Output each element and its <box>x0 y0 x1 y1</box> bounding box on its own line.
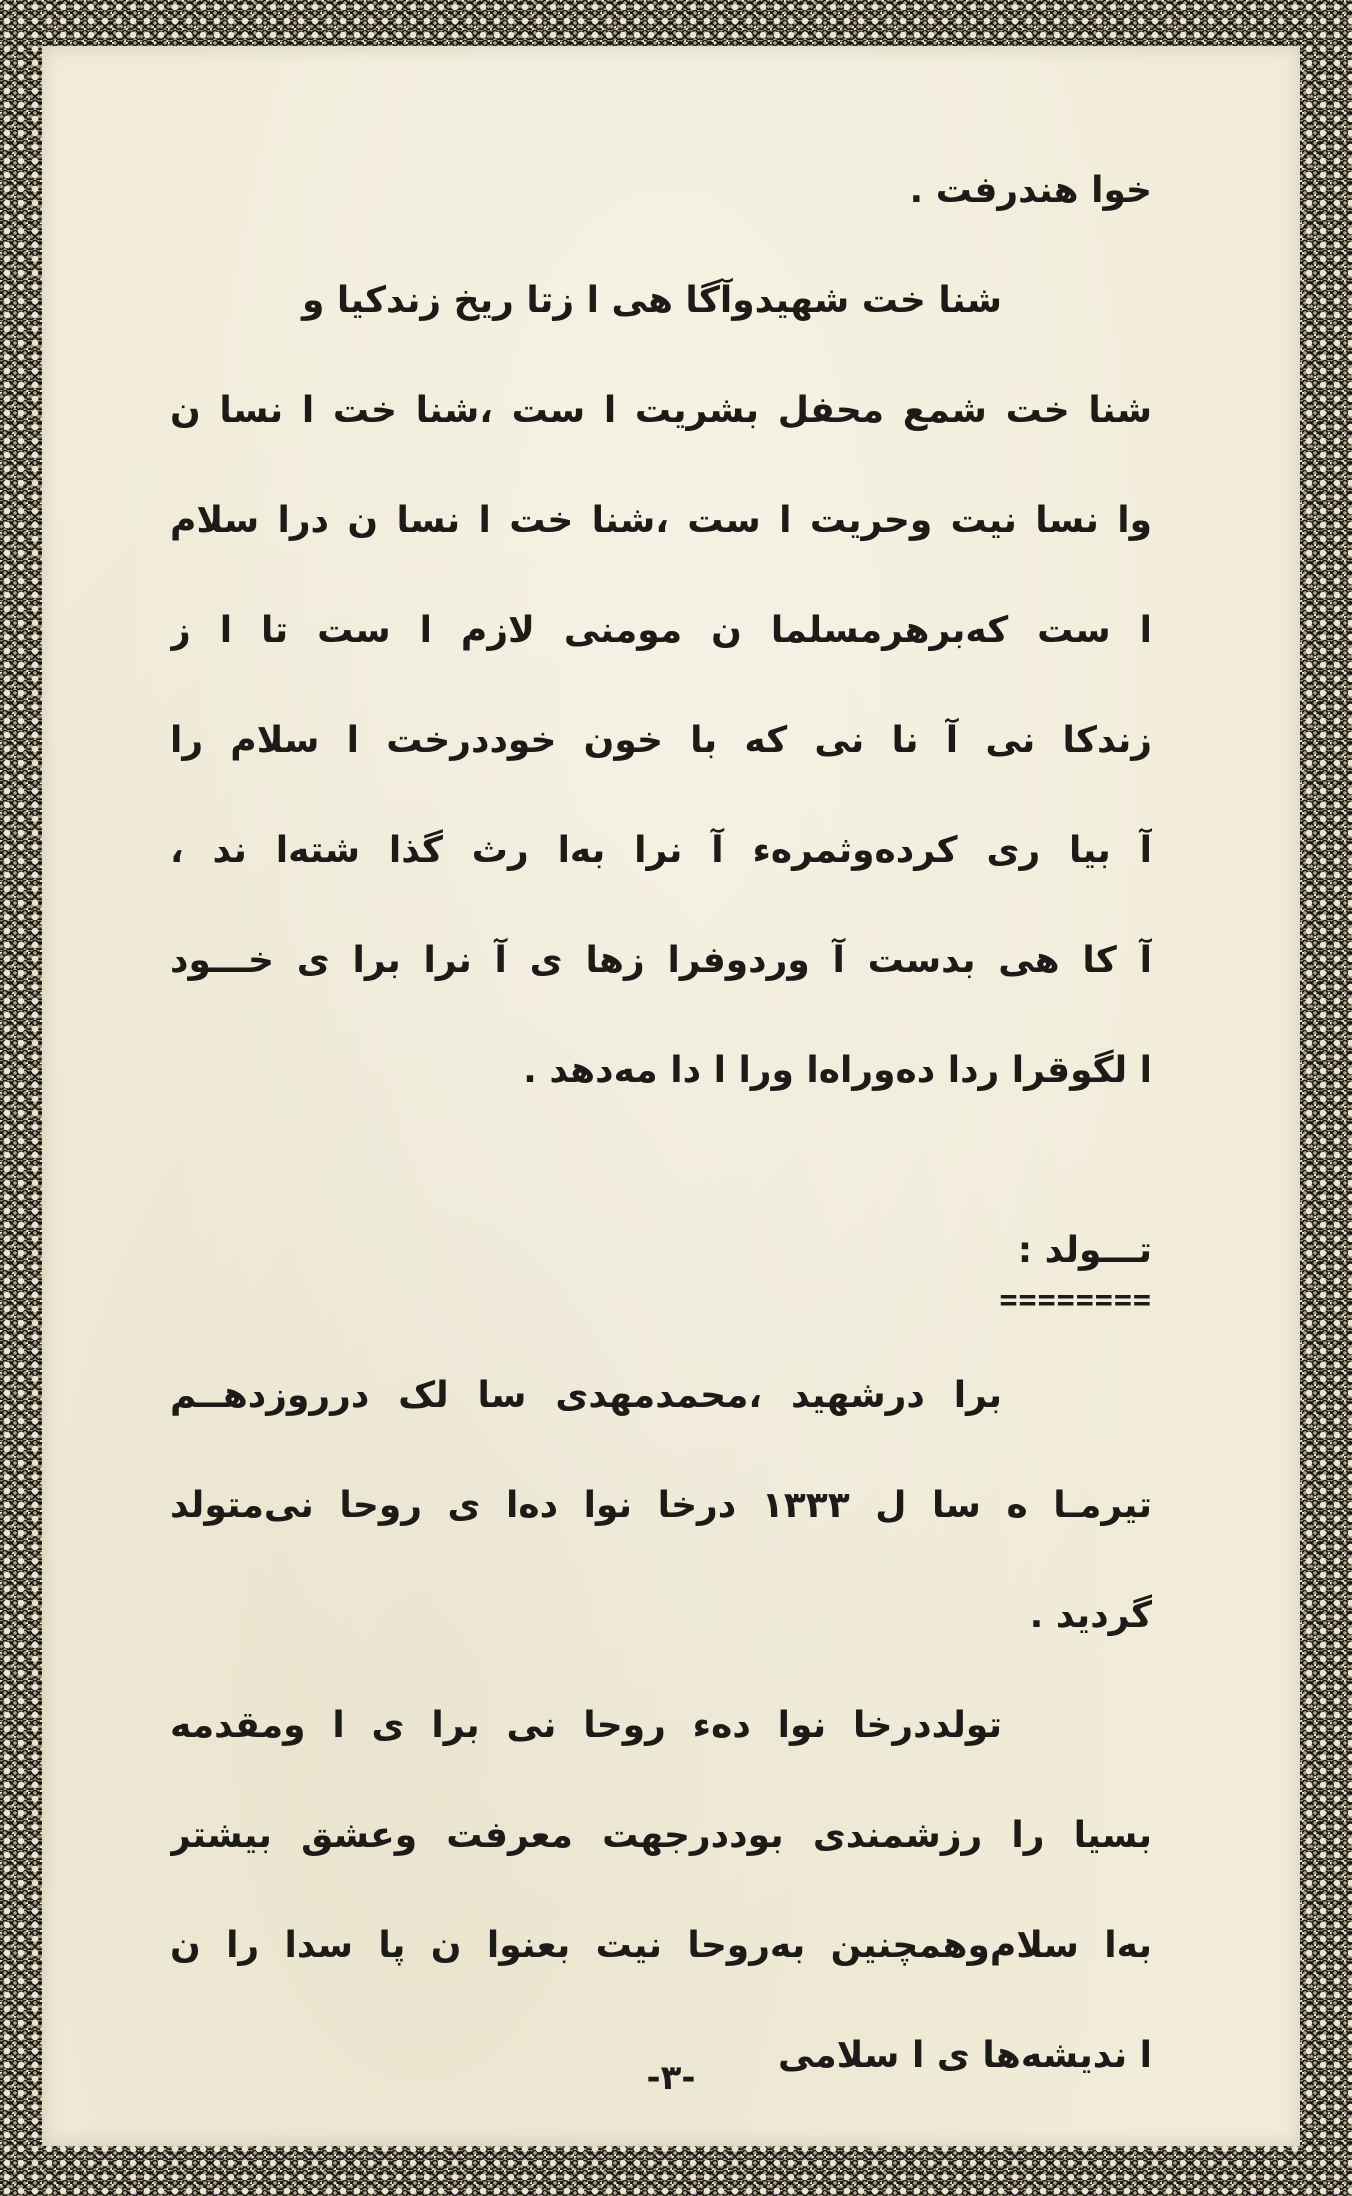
text-line: آ بیا ری کرده‌وثمره‌ء آ نرا به‌ا رث گذا شته‌ا ند ، <box>170 830 1152 871</box>
text-line: آ کا هی بدست آ وردوفرا زها ی آ نرا برا ی خـــود <box>170 940 1152 981</box>
text-line: خوا هندرفت . <box>909 170 1152 211</box>
section-underline: ======== <box>999 1283 1152 1318</box>
section-heading: تـــولد : <box>1017 1230 1152 1271</box>
page-number: -٣- <box>646 2058 696 2098</box>
text-line: تولددرخا نوا ده‌ء روحا نی برا ی ا ومقدمه <box>170 1705 1002 1746</box>
text-line: بسیا را رزشمندی بوددرجهت معرفت وعشق بیشتر <box>170 1815 1152 1856</box>
text-line: تیرمـا ه سا ل ۱۳۳۳ درخا نوا ده‌ا ی روحا نی‌متولد <box>170 1485 1152 1526</box>
text-line: زندکا نی آ نا نی که با خون خوددرخت ا سلام را <box>170 720 1152 761</box>
document-page <box>42 46 1300 2146</box>
text-line: گردید . <box>1029 1595 1152 1636</box>
text-line: ا ست که‌برهرمسلما ن مومنی لازم ا ست تا ا ز <box>170 610 1152 651</box>
text-line: برا درشهید ،محمدمهدی سا لک درروزدهــم <box>170 1375 1002 1416</box>
text-line: به‌ا سلام‌وهمچنین به‌روحا نیت بعنوا ن پا سدا را ن <box>170 1925 1152 1966</box>
paragraph-gap <box>170 1126 1152 1221</box>
page-text <box>170 136 1152 2111</box>
text-line: شنا خت شمع محفل بشریت ا ست ،شنا خت ا نسا ن <box>170 390 1152 431</box>
text-line: ا ندیشه‌ها ی ا سلامی <box>777 2035 1152 2076</box>
text-line: شنا خت شهیدوآگا هی ا زتا ریخ زندکیا و <box>302 280 1002 321</box>
text-line: وا نسا نیت وحریت ا ست ،شنا خت ا نسا ن درا سلام <box>170 500 1152 541</box>
text-line: ا لگوقرا ردا ده‌وراه‌ا ورا ا دا مه‌دهد . <box>523 1050 1152 1091</box>
